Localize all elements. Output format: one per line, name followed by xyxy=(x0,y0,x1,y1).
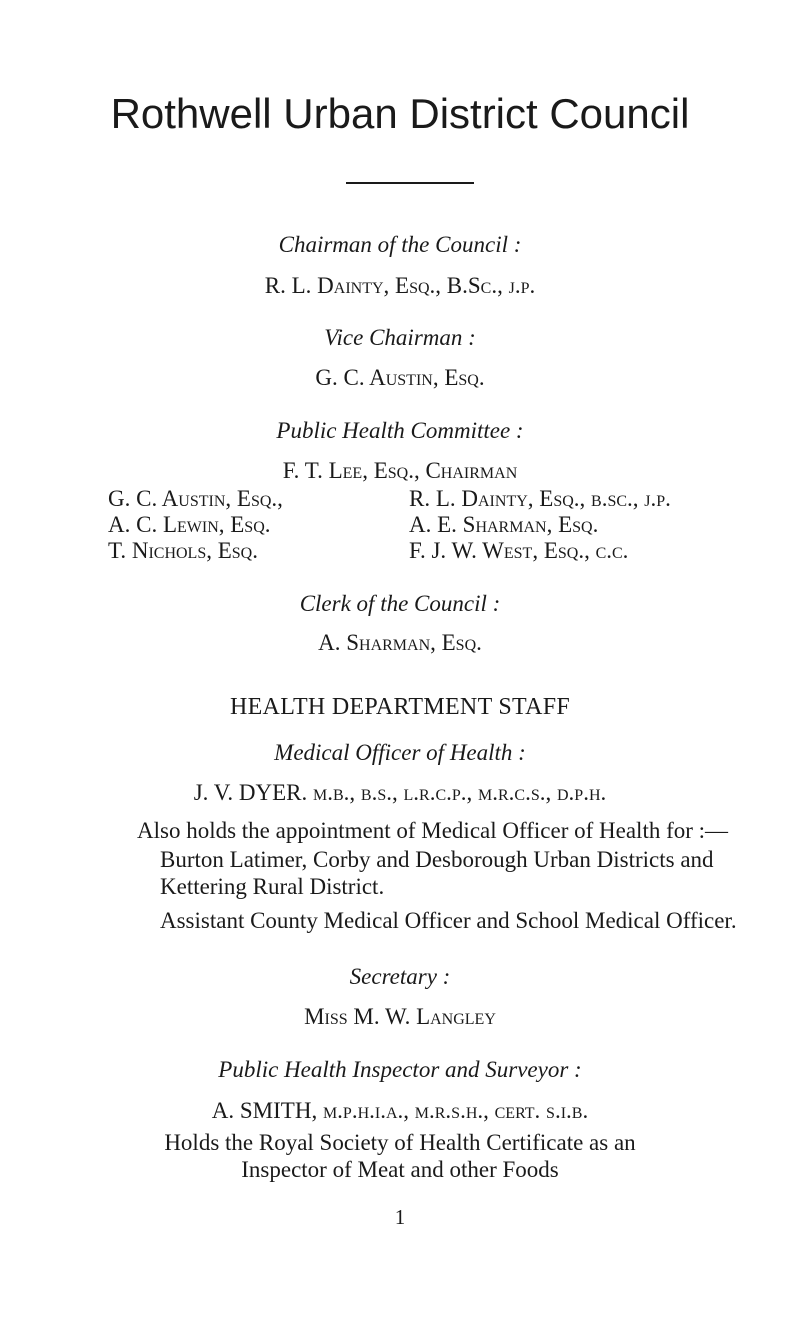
vice-chairman-label: Vice Chairman : xyxy=(324,325,476,350)
committee-member: A. C. Lewin, Esq. xyxy=(108,512,271,537)
inspector-label: Public Health Inspector and Surveyor : xyxy=(218,1057,582,1082)
committee-member: T. Nichols, Esq. xyxy=(108,538,258,563)
moh-appointment-line: Assistant County Medical Officer and School Medical Officer. xyxy=(160,908,737,933)
page-title: Rothwell Urban District Council xyxy=(110,90,690,137)
title-divider xyxy=(346,182,474,184)
moh-qualifications: m.b., b.s., l.r.c.p., m.r.c.s., d.p.h. xyxy=(313,780,607,805)
committee-chair: F. T. Lee, Esq., Chairman xyxy=(282,458,518,483)
staff-heading: HEALTH DEPARTMENT STAFF xyxy=(229,694,571,720)
clerk-name: A. Sharman, Esq. xyxy=(318,630,482,655)
moh-name-line xyxy=(0,780,800,806)
chairman-label: Chairman of the Council : xyxy=(278,232,522,257)
secretary-label: Secretary : xyxy=(349,964,451,989)
moh-appointment-line: Kettering Rural District. xyxy=(160,874,385,899)
vice-chairman-name: G. C. Austin, Esq. xyxy=(315,365,485,390)
moh-label: Medical Officer of Health : xyxy=(274,740,526,765)
inspector-name: A. SMITH, xyxy=(211,1098,318,1123)
inspector-name-line xyxy=(0,1098,800,1124)
secretary-name: Miss M. W. Langley xyxy=(304,1004,496,1029)
moh-name: J. V. DYER. xyxy=(193,780,308,805)
inspector-qualifications: m.p.h.i.a., m.r.s.h., cert. s.i.b. xyxy=(322,1098,589,1123)
inspector-certificate-line: Inspector of Meat and other Foods xyxy=(241,1157,559,1182)
committee-left-column xyxy=(108,486,283,564)
page-number: 1 xyxy=(394,1205,406,1229)
moh-appointment-line: Burton Latimer, Corby and Desborough Urban Districts and xyxy=(160,847,714,872)
committee-member: F. J. W. West, Esq., c.c. xyxy=(409,538,629,563)
committee-label: Public Health Committee : xyxy=(276,418,524,443)
committee-right-column xyxy=(409,486,671,564)
chairman-name: R. L. Dainty, Esq., B.Sc., j.p. xyxy=(264,273,536,298)
inspector-certificate-line: Holds the Royal Society of Health Certificate as an xyxy=(164,1130,636,1155)
committee-member: G. C. Austin, Esq., xyxy=(108,486,283,511)
committee-member: A. E. Sharman, Esq. xyxy=(409,512,599,537)
moh-appointment-line: Also holds the appointment of Medical Officer of Health for :— xyxy=(137,818,729,843)
committee-member: R. L. Dainty, Esq., b.sc., j.p. xyxy=(409,486,671,511)
clerk-label: Clerk of the Council : xyxy=(299,591,501,616)
